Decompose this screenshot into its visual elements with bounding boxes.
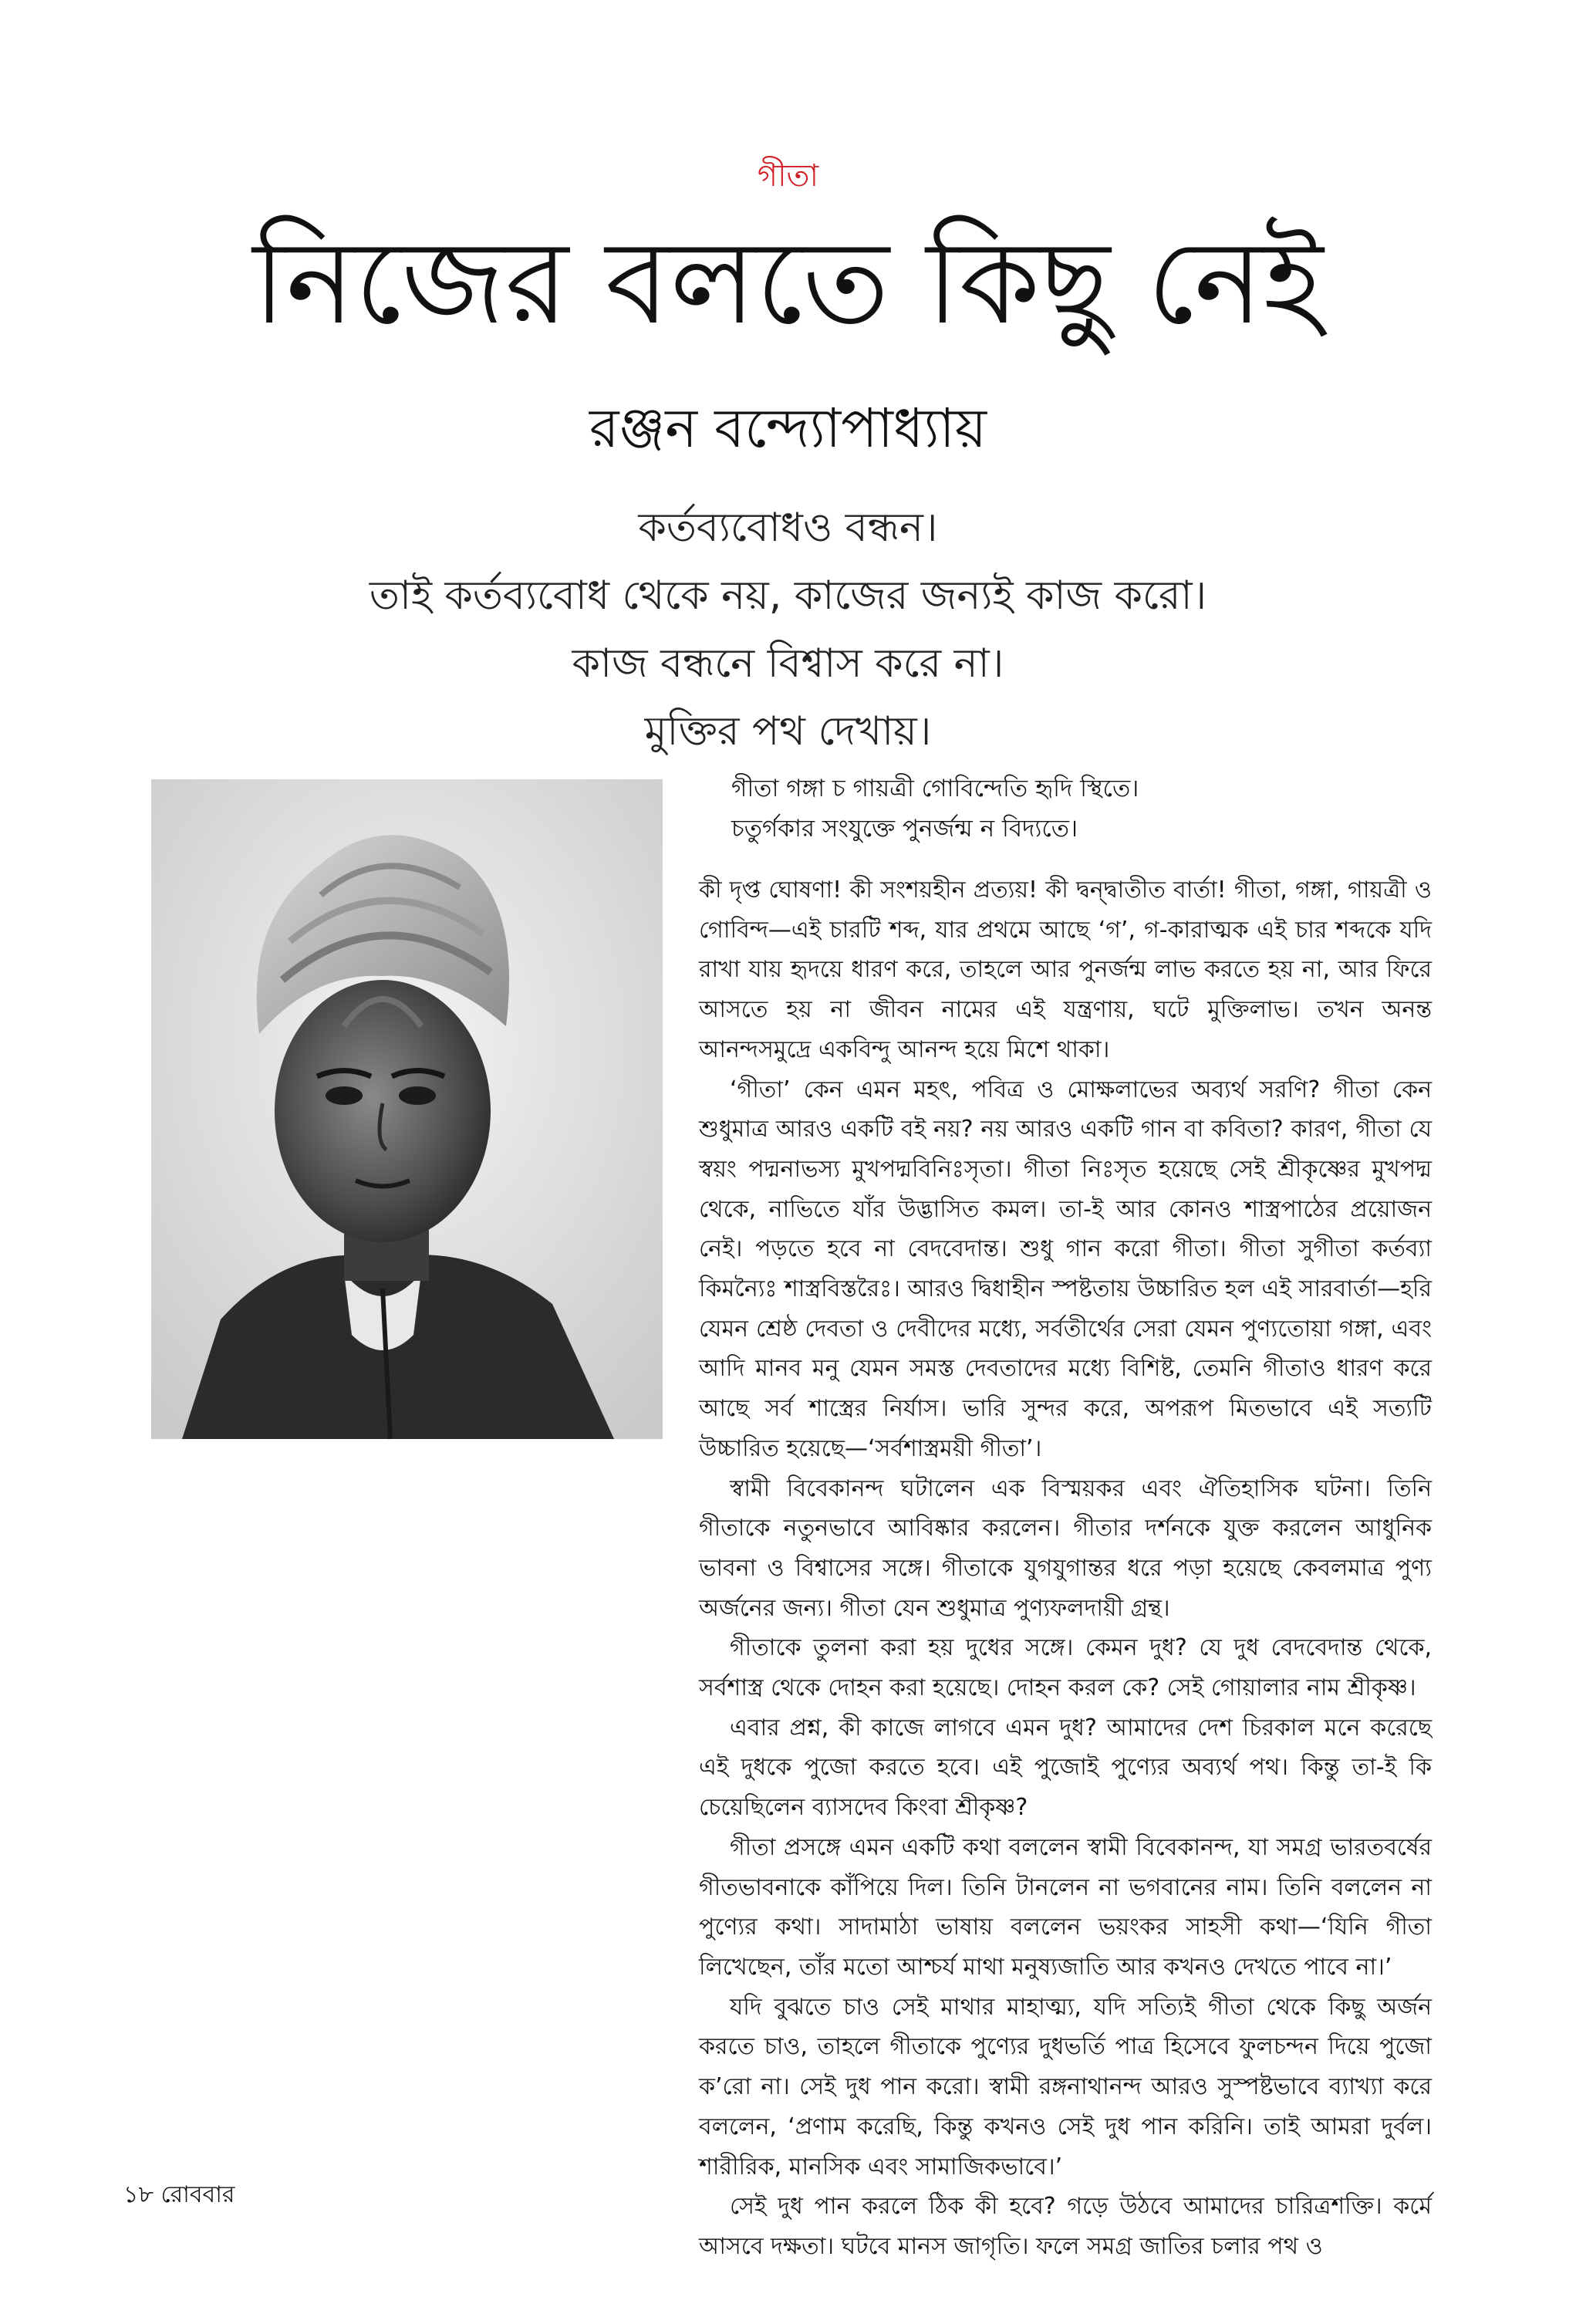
pull-quote-line: মুক্তির পথ দেখায়।	[644, 708, 932, 755]
paragraph: ‘গীতা’ কেন এমন মহৎ, পবিত্র ও মোক্ষলাভের অব্যর্থ সরণি? গীতা কেন শুধুমাত্র আরও একটি বই নয়? নয় আরও একটি গান বা কবিতা? কারণ, গীতা যে স্বয়ং পদ্মনাভস্য মুখপদ্মবিনিঃসৃতা। গীতা নিঃসৃত হয়েছে সেই শ্রীকৃষ্ণের মুখপদ্ম থেকে, নাভিতে যাঁর উদ্ভাসিত কমল। তা-ই আর কোনও শাস্ত্রপাঠের প্রয়োজন নেই। পড়তে হবে না বেদবেদান্ত। শুধু গান করো গীতা। গীতা সুগীতা কর্তব্যা কিমন্যৈঃ শাস্ত্রবিস্তরৈঃ। আরও দ্বিধাহীন স্পষ্টতায় উচ্চারিত হল এই সারবার্তা—হরি যেমন শ্রেষ্ঠ দেবতা ও দেবীদের মধ্যে, সর্বতীর্থের সেরা যেমন পুণ্যতোয়া গঙ্গা, এবং আদি মানব মনু যেমন সমস্ত দেবতাদের মধ্যে বিশিষ্ট, তেমনি গীতাও ধারণ করে আছে সর্ব শাস্ত্রের নির্যাস। ভারি সুন্দর করে, অপরূপ মিতভাবে এই সত্যটি উচ্চারিত হয়েছে—‘সর্বশাস্ত্রময়ী গীতা’।	[699, 1076, 1432, 1462]
paragraph: যদি বুঝতে চাও সেই মাথার মাহাত্ম্য, যদি সত্যিই গীতা থেকে কিছু অর্জন করতে চাও, তাহলে গীতাকে পুণ্যের দুধভর্তি পাত্র হিসেবে ফুলচন্দন দিয়ে পুজো ক’রো না। সেই দুধ পান করো। স্বামী রঙ্গনাথানন্দ আরও সুস্পষ্টভাবে ব্যাখ্যা করে বললেন, ‘প্রণাম করেছি, কিন্তু কখনও সেই দুধ পান করিনি। তাই আমরা দুর্বল। শারীরিক, মানসিক এবং সামাজিকভাবে।’	[699, 1993, 1432, 2180]
paragraph: গীতা প্রসঙ্গে এমন একটি কথা বললেন স্বামী বিবেকানন্দ, যা সমগ্র ভারতবর্ষের গীতভাবনাকে কাঁপিয়ে দিল। তিনি টানলেন না ভগবানের নাম। তিনি বললেন না পুণ্যের কথা। সাদামাঠা ভাষায় বললেন ভয়ংকর সাহসী কথা—‘যিনি গীতা লিখেছেন, তাঁর মতো আশ্চর্য মাথা মনুষ্যজাতি আর কখনও দেখতে পাবে না।’	[699, 1833, 1432, 1981]
portrait-photo	[151, 779, 663, 1439]
paragraph: সেই দুধ পান করলে ঠিক কী হবে? গড়ে উঠবে আমাদের চারিত্রশক্তি। কর্মে আসবে দক্ষতা। ঘটবে মানস জাগৃতি। ফলে সমগ্র জাতির চলার পথ ও	[699, 2193, 1432, 2260]
pull-quote-line: কাজ বন্ধনে বিশ্বাস করে না।	[572, 640, 1004, 687]
author-byline: রঞ্জন বন্দ্যোপাধ্যায়	[589, 397, 987, 460]
pull-quote	[0, 494, 1576, 765]
paragraph: স্বামী বিবেকানন্দ ঘটালেন এক বিস্ময়কর এবং ঐতিহাসিক ঘটনা। তিনি গীতাকে নতুনভাবে আবিষ্কার করলেন। গীতার দর্শনকে যুক্ত করলেন আধুনিক ভাবনা ও বিশ্বাসের সঙ্গে। গীতাকে যুগযুগান্তর ধরে পড়া হয়েছে কেবলমাত্র পুণ্য অর্জনের জন্য। গীতা যেন শুধুমাত্র পুণ্যফলদায়ী গ্রন্থ।	[699, 1474, 1432, 1622]
article-body	[699, 870, 1432, 2260]
paragraph: এবার প্রশ্ন, কী কাজে লাগবে এমন দুধ? আমাদের দেশ চিরকাল মনে করেছে এই দুধকে পুজো করতে হবে। এই পুজোই পুণ্যের অব্যর্থ পথ। কিন্তু তা-ই কি চেয়েছিলেন ব্যাসদেব কিংবা শ্রীকৃষ্ণ?	[699, 1714, 1432, 1822]
section-label: গীতা	[757, 158, 819, 194]
paragraph: গীতাকে তুলনা করা হয় দুধের সঙ্গে। কেমন দুধ? যে দুধ বেদবেদান্ত থেকে, সর্বশাস্ত্র থেকে দোহন করা হয়েছে। দোহন করল কে? সেই গোয়ালার নাম শ্রীকৃষ্ণ।	[699, 1634, 1432, 1702]
verse-line: চতুর্গকার সংযুক্তে পুনর্জন্ম ন বিদ্যতে।	[731, 815, 1078, 843]
paragraph: কী দৃপ্ত ঘোষণা! কী সংশয়হীন প্রত্যয়! কী দ্বন্দ্বাতীত বার্তা! গীতা, গঙ্গা, গায়ত্রী ও গোবিন্দ—এই চারটি শব্দ, যার প্রথমে আছে ‘গ’, গ-কারাত্মক এই চার শব্দকে যদি রাখা যায় হৃদয়ে ধারণ করে, তাহলে আর পুনর্জন্ম লাভ করতে হয় না, আর ফিরে আসতে হয় না জীবন নামের এই যন্ত্রণায়, ঘটে মুক্তিলাভ। তখন অনন্ত আনন্দসমুদ্রে একবিন্দু আনন্দ হয়ে মিশে থাকা।	[699, 877, 1432, 1063]
pull-quote-line: কর্তব্যবোধও বন্ধন।	[638, 505, 938, 551]
verse-line: গীতা গঙ্গা চ গায়ত্রী গোবিন্দেতি হৃদি স্থিতে।	[731, 775, 1139, 802]
portrait-image	[151, 779, 663, 1439]
pull-quote-line: তাই কর্তব্যবোধ থেকে নয়, কাজের জন্যই কাজ করো।	[369, 573, 1207, 619]
sanskrit-verse	[711, 768, 1452, 849]
article-title: নিজের বলতে কিছু নেই	[252, 216, 1324, 350]
page-folio: ১৮ রোববার	[123, 2181, 235, 2208]
